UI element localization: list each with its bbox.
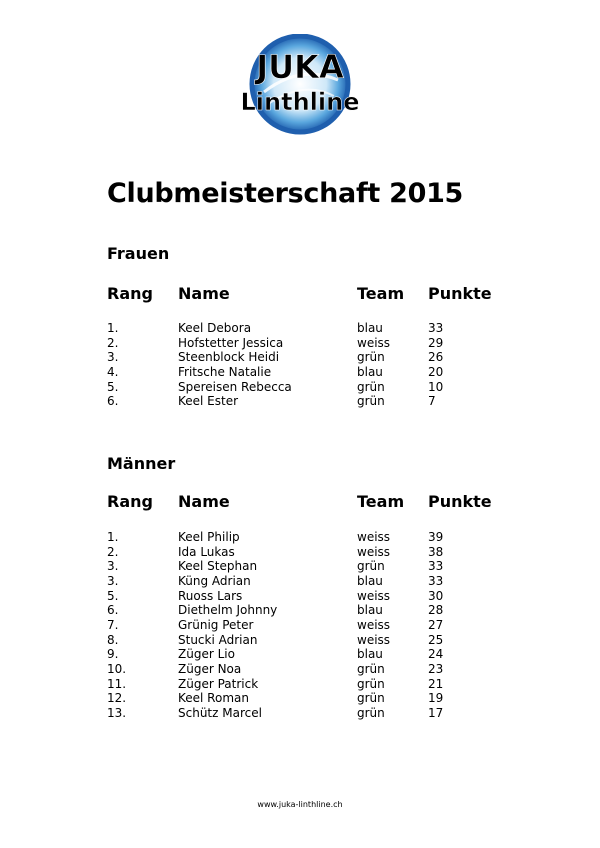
column-header-team: Team [357, 492, 405, 511]
cell-rang: 3. [107, 573, 119, 588]
table-maenner [0, 530, 600, 721]
cell-team: grün [357, 394, 385, 409]
cell-punkte: 19 [428, 691, 444, 706]
cell-rang: 2. [107, 335, 119, 350]
cell-rang: 5. [107, 588, 119, 603]
cell-rang: 11. [107, 676, 127, 691]
cell-team: grün [357, 559, 385, 574]
page-title: Clubmeisterschaft 2015 [107, 178, 464, 209]
cell-team: blau [357, 364, 383, 379]
cell-rang: 8. [107, 632, 119, 647]
cell-name: Spereisen Rebecca [178, 379, 292, 394]
cell-punkte: 29 [428, 335, 444, 350]
cell-name: Züger Lio [178, 647, 235, 662]
section-heading-frauen: Frauen [107, 244, 170, 263]
cell-punkte: 20 [428, 364, 444, 379]
cell-team: grün [357, 661, 385, 676]
cell-team: blau [357, 603, 383, 618]
cell-team: blau [357, 573, 383, 588]
cell-rang: 10. [107, 661, 127, 676]
table-row [0, 691, 600, 706]
cell-name: Schütz Marcel [178, 705, 262, 720]
cell-punkte: 28 [428, 603, 444, 618]
club-logo [234, 34, 366, 136]
cell-punkte: 30 [428, 588, 444, 603]
cell-name: Hofstetter Jessica [178, 335, 284, 350]
table-row [0, 321, 600, 336]
table-row [0, 633, 600, 648]
cell-team: weiss [357, 544, 391, 559]
cell-punkte: 38 [428, 544, 444, 559]
cell-punkte: 21 [428, 676, 444, 691]
cell-name: Stucki Adrian [178, 632, 258, 647]
cell-name: Fritsche Natalie [178, 364, 272, 379]
cell-name: Keel Debora [178, 321, 252, 335]
logo-text-line2: Linthline [240, 88, 360, 116]
cell-punkte: 23 [428, 661, 444, 676]
table-row [0, 603, 600, 618]
cell-name: Züger Noa [178, 661, 242, 676]
cell-name: Keel Ester [178, 394, 239, 409]
cell-name: Steenblock Heidi [178, 350, 280, 365]
cell-name: Keel Stephan [178, 559, 258, 574]
cell-rang: 13. [107, 705, 127, 720]
cell-rang: 3. [107, 559, 119, 574]
cell-punkte: 27 [428, 617, 444, 632]
cell-team: grün [357, 705, 385, 720]
table-row [0, 350, 600, 365]
table-row [0, 394, 600, 409]
column-header-name: Name [178, 492, 230, 511]
cell-team: weiss [357, 335, 391, 350]
cell-punkte: 33 [428, 559, 444, 574]
table-row [0, 574, 600, 589]
table-row [0, 559, 600, 574]
cell-punkte: 24 [428, 647, 444, 662]
table-frauen [0, 321, 600, 409]
cell-rang: 1. [107, 530, 119, 544]
cell-team: grün [357, 676, 385, 691]
cell-team: grün [357, 379, 385, 394]
cell-name: Keel Philip [178, 530, 240, 544]
column-header-punkte: Punkte [428, 492, 492, 511]
cell-team: weiss [357, 632, 391, 647]
cell-punkte: 17 [428, 705, 444, 720]
column-header-name: Name [178, 284, 230, 303]
logo-graphic [234, 34, 366, 136]
cell-team: grün [357, 691, 385, 706]
cell-name: Ida Lukas [178, 544, 235, 559]
footer-website: www.juka-linthline.ch [257, 800, 343, 809]
cell-name: Züger Patrick [178, 676, 259, 691]
cell-rang: 2. [107, 544, 119, 559]
table-row [0, 677, 600, 692]
cell-punkte: 33 [428, 573, 444, 588]
cell-team: weiss [357, 617, 391, 632]
cell-team: blau [357, 321, 383, 335]
cell-punkte: 25 [428, 632, 444, 647]
cell-punkte: 7 [428, 394, 436, 409]
cell-rang: 1. [107, 321, 119, 335]
table-row [0, 662, 600, 677]
table-row [0, 589, 600, 604]
table-row [0, 336, 600, 351]
cell-rang: 6. [107, 394, 119, 409]
cell-punkte: 33 [428, 321, 444, 335]
cell-name: Keel Roman [178, 691, 249, 706]
column-header-punkte: Punkte [428, 284, 492, 303]
cell-rang: 7. [107, 617, 119, 632]
cell-rang: 3. [107, 350, 119, 365]
cell-team: weiss [357, 588, 391, 603]
cell-name: Küng Adrian [178, 573, 251, 588]
table-row [0, 545, 600, 560]
table-row [0, 618, 600, 633]
cell-rang: 9. [107, 647, 119, 662]
cell-rang: 5. [107, 379, 119, 394]
table-row [0, 706, 600, 721]
cell-rang: 6. [107, 603, 119, 618]
table-row [0, 647, 600, 662]
column-header-row-frauen [0, 284, 600, 306]
cell-name: Ruoss Lars [178, 588, 243, 603]
logo-text-line1: JUKA [256, 48, 344, 86]
cell-rang: 4. [107, 364, 119, 379]
table-row [0, 365, 600, 380]
cell-team: weiss [357, 530, 391, 544]
cell-name: Grünig Peter [178, 617, 254, 632]
column-header-row-maenner [0, 492, 600, 514]
cell-team: blau [357, 647, 383, 662]
cell-rang: 12. [107, 691, 127, 706]
cell-punkte: 39 [428, 530, 444, 544]
table-row [0, 530, 600, 545]
table-row [0, 380, 600, 395]
cell-punkte: 10 [428, 379, 444, 394]
column-header-team: Team [357, 284, 405, 303]
cell-team: grün [357, 350, 385, 365]
cell-punkte: 26 [428, 350, 444, 365]
column-header-rang: Rang [107, 284, 153, 303]
section-heading-maenner: Männer [107, 454, 176, 473]
cell-name: Diethelm Johnny [178, 603, 278, 618]
column-header-rang: Rang [107, 492, 153, 511]
